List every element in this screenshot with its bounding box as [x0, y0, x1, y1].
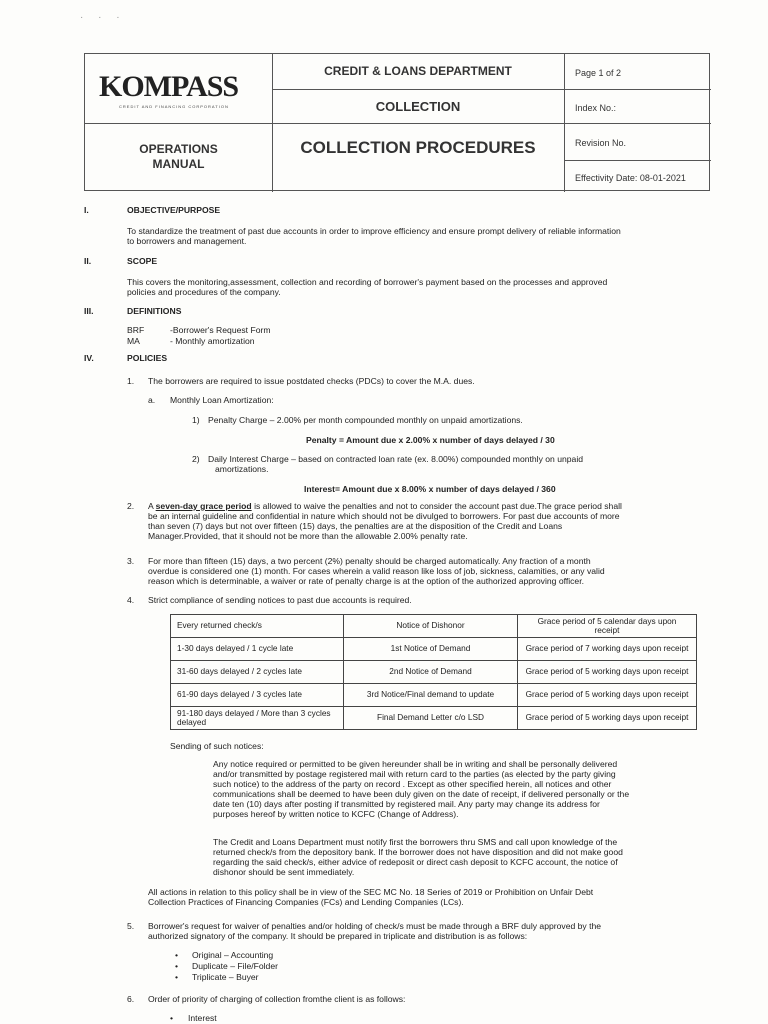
- table-row: [171, 684, 697, 707]
- section-1-heading: OBJECTIVE/PURPOSE: [127, 205, 221, 215]
- bullet-icon: •: [175, 972, 179, 982]
- policy-3-text-2: overdue is considered one (1) month. For cases wherein a valid reason like loss of job, sickness, calamities, or any valid: [148, 566, 605, 576]
- policy-5-number: 5.: [127, 921, 135, 931]
- table-cell: 1-30 days delayed / 1 cycle late: [171, 638, 344, 661]
- policy-2-text-4: Manager.Provided, that it should not be more than the allowable 2.00% penalty rate.: [148, 531, 468, 541]
- sending-para-1-line: purposes hereof by written notice to KCFC (Change of Address).: [213, 809, 459, 819]
- grace-period-emphasis: seven-day grace period: [155, 501, 252, 511]
- all-actions-line: All actions in relation to this policy shall be in view of the SEC MC No. 18 Series of 2019 or Prohibition on Unfair Debt: [148, 887, 594, 897]
- policy-1-text: The borrowers are required to issue postdated checks (PDCs) to cover the M.A. dues.: [148, 376, 475, 386]
- section-1-text-1: To standardize the treatment of past due accounts in order to improve efficiency and ensure prompt delivery of reliable information: [127, 226, 621, 236]
- section-2-text-1: This covers the monitoring,assessment, collection and recording of borrower's payment based on the processes and approved: [127, 277, 608, 287]
- section-1-number: I.: [84, 205, 89, 215]
- department-label: CREDIT & LOANS DEPARTMENT: [324, 64, 512, 78]
- section-4-heading: POLICIES: [127, 353, 168, 363]
- notices-table: [170, 614, 697, 730]
- distribution-item: Original – Accounting: [192, 950, 274, 960]
- policy-1a2-text-2: amortizations.: [215, 464, 269, 474]
- table-cell: 31-60 days delayed / 2 cycles late: [171, 661, 344, 684]
- sending-para-1-line: Any notice required or permitted to be given hereunder shall be in writing and shall be personally delivered: [213, 759, 618, 769]
- sending-para-1-line: and/or transmitted by postage registered mail with return card to the parties (as elected by the party giving: [213, 769, 616, 779]
- table-row: [171, 707, 697, 730]
- sending-para-1-line: date ten (10) days after posting if transmitted by registered mail. Any party may change its address for: [213, 799, 600, 809]
- scan-specks: · · ·: [80, 12, 126, 23]
- policy-1-number: 1.: [127, 376, 135, 386]
- effectivity-date: Effectivity Date: 08-01-2021: [575, 173, 686, 183]
- policy-1a2-number: 2): [192, 454, 200, 464]
- policy-1a1-number: 1): [192, 415, 200, 425]
- policy-6-number: 6.: [127, 994, 135, 1004]
- definition-term-ma: MA: [127, 336, 140, 346]
- table-cell: Grace period of 5 working days upon receipt: [518, 684, 697, 707]
- distribution-item: Duplicate – File/Folder: [192, 961, 278, 971]
- policy-4-number: 4.: [127, 595, 135, 605]
- policy-1a2-text-1: Daily Interest Charge – based on contracted loan rate (ex. 8.00%) compounded monthly on unpaid: [208, 454, 584, 464]
- table-row: [171, 638, 697, 661]
- table-row: [171, 615, 697, 638]
- sending-heading: Sending of such notices:: [170, 741, 264, 751]
- table-row: [171, 661, 697, 684]
- policy-1a1-text: Penalty Charge – 2.00% per month compounded monthly on unpaid amortizations.: [208, 415, 523, 425]
- table-cell: Grace period of 5 working days upon receipt: [518, 707, 697, 730]
- table-cell: Grace period of 7 working days upon receipt: [518, 638, 697, 661]
- page-number: Page 1 of 2: [575, 68, 622, 78]
- table-cell: Final Demand Letter c/o LSD: [344, 707, 518, 730]
- sending-para-1-line: communications shall be deemed to have been duly given on the date of receipt, if delivered personally or the: [213, 789, 630, 799]
- policy-1a-text: Monthly Loan Amortization:: [170, 395, 274, 405]
- table-cell: Grace period of 5 calendar days upon receipt: [518, 615, 697, 638]
- policy-3-number: 3.: [127, 556, 135, 566]
- section-3-number: III.: [84, 306, 94, 316]
- all-actions-line: Collection Practices of Financing Companies (FCs) and Lending Companies (LCs).: [148, 897, 464, 907]
- penalty-formula: Penalty = Amount due x 2.00% x number of days delayed / 30: [306, 435, 555, 445]
- header-box: [84, 53, 710, 191]
- definition-desc-ma: - Monthly amortization: [170, 336, 255, 346]
- sending-para-2-line: returned check/s from the depository bank. If the borrower does not have disposition and did not make good: [213, 847, 623, 857]
- policy-3-text-3: reason which is determinable, a waiver or rate of penalty charge is at the option of the authorized approving officer.: [148, 576, 584, 586]
- logo-wordmark: KOMPASS: [99, 70, 239, 103]
- revision-number: Revision No.: [575, 138, 627, 148]
- definition-term-brf: BRF: [127, 325, 145, 335]
- policy-2-text-2: be an internal guideline and confidential in nature which should not be divulged to borrowers. For past due accounts of more: [148, 511, 620, 521]
- section-2-number: II.: [84, 256, 92, 266]
- sending-para-1-line: such notice) to the address of the party on record . Except as other specified herein, all notices and other: [213, 779, 612, 789]
- bullet-icon: •: [170, 1013, 174, 1023]
- policy-1a-number: a.: [148, 395, 156, 405]
- policy-5-text-2: authorized signatory of the company. It should be prepared in triplicate and distribution is as follows:: [148, 931, 528, 941]
- table-cell: Grace period of 5 working days upon receipt: [518, 661, 697, 684]
- table-cell: Notice of Dishonor: [344, 615, 518, 638]
- distribution-item: Triplicate – Buyer: [192, 972, 259, 982]
- policy-2-text-3: than seven (7) days but not over fifteen (15) days, the penalties are at the disposition of the Credit and Loans: [148, 521, 563, 531]
- section-2-heading: SCOPE: [127, 256, 158, 266]
- bullet-icon: •: [175, 950, 179, 960]
- priority-item: Interest: [188, 1013, 217, 1023]
- manual-label: OPERATIONS MANUAL: [139, 142, 218, 171]
- policy-3-text-1: For more than fifteen (15) days, a two percent (2%) penalty should be charged automatically. Any fraction of a month: [148, 556, 591, 566]
- sending-para-2-line: The Credit and Loans Department must notify first the borrowers thru SMS and call upon knowledge of the: [213, 837, 618, 847]
- company-logo: [99, 72, 259, 112]
- section-2-text-2: policies and procedures of the company.: [127, 287, 281, 297]
- table-cell: 1st Notice of Demand: [344, 638, 518, 661]
- policy-4-text: Strict compliance of sending notices to past due accounts is required.: [148, 595, 412, 605]
- document-title: COLLECTION PROCEDURES: [300, 138, 536, 157]
- table-cell: 3rd Notice/Final demand to update: [344, 684, 518, 707]
- policy-5-text-1: Borrower's request for waiver of penalties and/or holding of check/s must be made through a BRF duly approved by the: [148, 921, 602, 931]
- sending-para-2-line: dishonor should be sent immediately.: [213, 867, 355, 877]
- bullet-icon: •: [175, 961, 179, 971]
- collection-label: COLLECTION: [375, 99, 461, 114]
- table-cell: Every returned check/s: [171, 615, 344, 638]
- table-cell: 91-180 days delayed / More than 3 cycles delayed: [171, 707, 344, 730]
- section-3-heading: DEFINITIONS: [127, 306, 182, 316]
- definition-desc-brf: -Borrower's Request Form: [170, 325, 271, 335]
- policy-2-number: 2.: [127, 501, 135, 511]
- index-number: Index No.:: [575, 103, 617, 113]
- table-cell: 2nd Notice of Demand: [344, 661, 518, 684]
- section-4-number: IV.: [84, 353, 94, 363]
- interest-formula: Interest= Amount due x 8.00% x number of days delayed / 360: [304, 484, 556, 494]
- sending-para-2-line: regarding the said check/s, either advice of redeposit or direct cash deposit to KCFC account, the notice of: [213, 857, 618, 867]
- logo-subtext: CREDIT AND FINANCING CORPORATION: [119, 104, 229, 109]
- section-1-text-2: to borrowers and management.: [127, 236, 247, 246]
- policy-2-text-1: A seven-day grace period is allowed to waive the penalties and not to consider the account past due.The grace period shall: [148, 501, 622, 511]
- policy-6-text: Order of priority of charging of collection fromthe client is as follows:: [148, 994, 406, 1004]
- table-cell: 61-90 days delayed / 3 cycles late: [171, 684, 344, 707]
